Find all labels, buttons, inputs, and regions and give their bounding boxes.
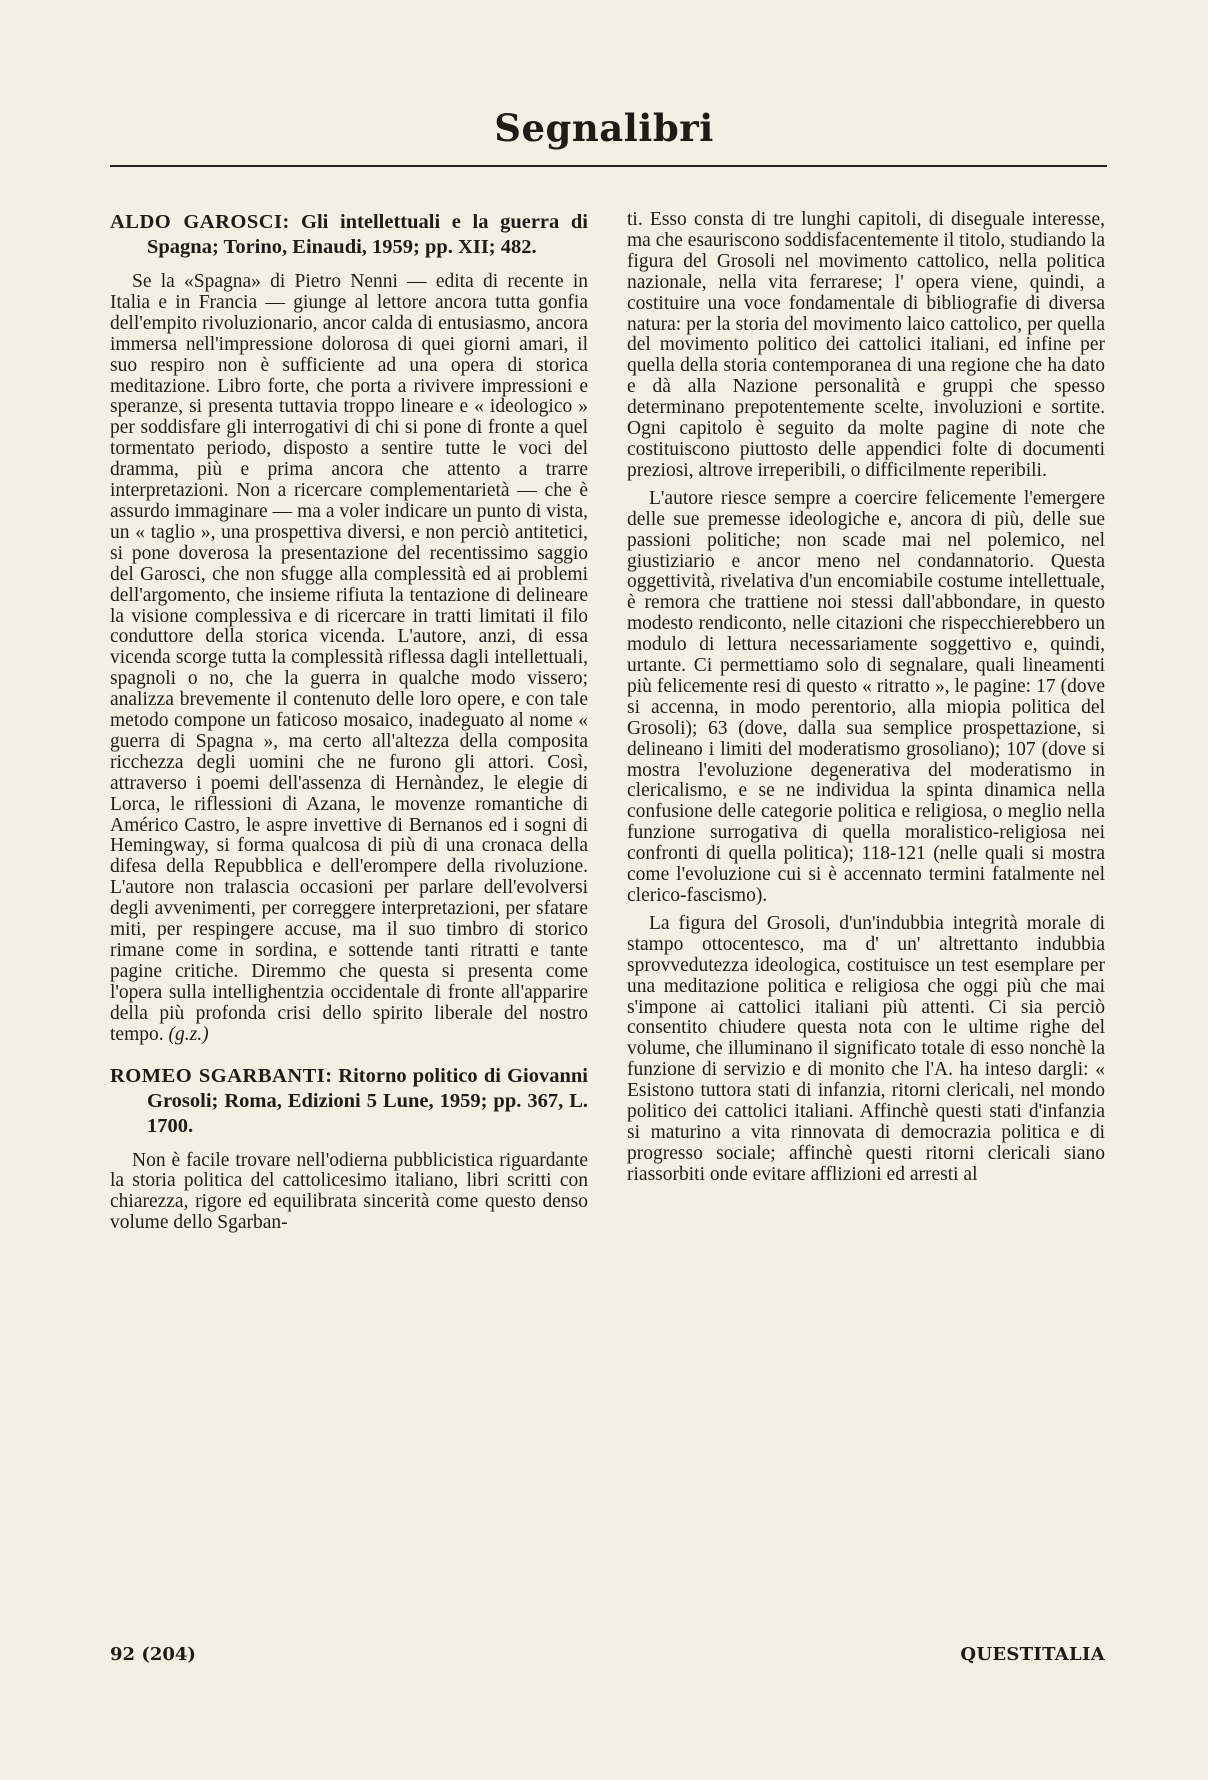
right-column <box>627 210 1105 1605</box>
review-book-info: : Gli intellettuali e la guerra di Spagna; Torino, Einaudi, 1959; pp. XII; 482. <box>147 211 588 258</box>
review-paragraph: ti. Esso consta di tre lunghi capitoli, di diseguale interesse, ma che esauriscono soddisfacentemente il titolo, studiando la figura del Grosoli nel movimento cattolico, nella politica nazionale, nella vita ferrarese; l' opera viene, quindi, a costituire una voce fondamentale di bibliografie di diversa natura: per la storia del movimento laico cattolico, per quella del movimento politico dei cattolici italiani, ed infine per quella della storia contemporanea di una regione che ha dato e dà alla Nazione personalità e gruppi che spesso determinano prepotentemente scelte, involuzioni e sortite. Ogni capitolo è seguito da molte pagine di note che costituiscono piuttosto delle appendici folte di documenti preziosi, altrove irreperibili, o difficilmente reperibili. <box>627 210 1105 481</box>
review-paragraph: L'autore riesce sempre a coercire felicemente l'emergere delle sue premesse ideologiche e, ancora di più, delle sue passioni politiche; non scade mai nel polemico, nel giustiziario e ancor meno nel condannatorio. Questa oggettività, rivelativa d'un encomiabile costume intellettuale, è remora che trattiene noi stessi dall'abbondare, in questo modesto rendiconto, nelle citazioni che rispecchierebbero un modulo di lettura necessariamente soggettivo e, quindi, urtante. Ci permettiamo solo di segnalare, quali lineamenti più felicemente resi di questo « ritratto », le pagine: 17 (dove si accenna, in modo perentorio, alla miopia politica del Grosoli); 63 (dove, dalla sua semplice prospettazione, si delineano i limiti del moderatismo grosoliano); 107 (dove si mostra l'evoluzione degenerativa del moderatismo in clericalismo, e se ne individua la spinta dinamica nella confusione delle categorie politica e religiosa, o meglio nella funzione surrogativa di quella moralistico-religiosa nei confronti di quella politica); 118-121 (nelle quali si mostra come l'evoluzione cui si è accennato termini fatalmente nel clerico-fascismo). <box>627 487 1105 906</box>
review-heading-garosci <box>110 210 588 260</box>
review-author: ROMEO SGARBANTI <box>110 1064 326 1087</box>
page-title: Segnalibri <box>494 106 714 150</box>
review-paragraph: Non è facile trovare nell'odierna pubblicistica riguardante la storia politica del cattolicesimo italiano, libri scritti con chiarezza, rigore ed equilibrata sincerità come questo denso volume dello Sgarban- <box>110 1149 588 1234</box>
review-author: ALDO GAROSCI <box>110 211 283 233</box>
review-heading-sgarbanti <box>110 1064 588 1139</box>
review-body: Se la «Spagna» di Pietro Nenni — edita di recente in Italia e in Francia — giunge al lettore ancora tutta gonfia dell'empito rivoluzionario, ancor calda di entusiasmo, ancora immersa nell'impressione dolorosa di quei giorni amari, il suo respiro non è sufficiente ad una opera di storica meditazione. Libro forte, che porta a rivivere impressioni e speranze, si presenta tuttavia troppo lineare e « ideologico » per soddisfare gli interrogativi di chi si pone di fronte a quel tormentato periodo, disposto a sentire tutte le voci del dramma, più e prima ancora che attento a trarre interpretazioni. Non a ricercare complementarietà — che è assurdo immaginare — ma a voler indicare un punto di vista, un « taglio », una prospettiva diversi, e non perciò antitetici, si pone doverosa la presentazione del recentissimo saggio del Garosci, che non sfugge alla complessità ed ai problemi dell'argomento, che insieme rifiuta la tentazione di delineare la visione complessiva e di ricercare in tratti limitati il filo conduttore della storica vicenda. L'autore, anzi, di essa vicenda scorge tutta la complessità riflessa dagli intellettuali, spagnoli o no, che la guerra in qualche modo vissero; analizza brevemente il contenuto delle loro opere, e con tale metodo compone un faticoso mosaico, inadeguato al nome « guerra di Spagna », ma certo all'altezza della composita ricchezza degli uomini che ne furono gli attori. Così, attraverso i poemi dell'assenza di Hernàndez, le elegie di Lorca, le riflessioni di Azana, le movenze romantiche di Américo Castro, le aspre invettive di Bernanos ed i sogni di Hemingway, si forma qualcosa di più di una cronaca della difesa della Repubblica e dell'erompere della rivoluzione. L'autore non tralascia occasioni per parlare dell'evolversi degli avvenimenti, per correggere interpretazioni, per sfatare miti, per respingere accuse, ma il suo timbro di storico rimane come in sordina, e sottende tanti ritratti e tante pagine critiche. Diremmo che questa si presenta come l'opera sulla intellighentzia occidentale di fronte all'apparire della più profonda crisi dello spirito liberale del nostro tempo. <box>110 271 588 1045</box>
review-paragraph <box>110 272 588 1046</box>
review-book-info: : Ritorno politico di Giovanni Grosoli; Roma, Edizioni 5 Lune, 1959; pp. 367, L. 1700. <box>147 1064 588 1137</box>
left-column <box>110 210 588 1605</box>
review-paragraph: La figura del Grosoli, d'un'indubbia integrità morale di stampo ottocentesco, ma d' un' altrettanto indubbia sprovvedutezza ideologica, costituisce un test esemplare per una meditazione politica e religiosa che oggi più che mai s'impone ai cattolici italiani più attenti. Ci sia perciò consentito chiudere questa nota con le ultime righe del volume, che illuminano il significato totale di esso nonchè la funzione di servizio e di monito che l'A. ha inteso dargli: « Esistono tuttora stati di infanzia, ritorni clericali, nel mondo politico dei cattolici italiani. Affinchè questi stati d'infanzia si maturino a vita rinnovata di democrazia politica e di progresso sociale; affinchè questi ritorni clericali siano riassorbiti onde evitare afflizioni ed arresti al <box>627 912 1105 1185</box>
page-number: 92 (204) <box>110 1644 196 1665</box>
review-signature: (g.z.) <box>168 1023 209 1045</box>
journal-name: QUESTITALIA <box>960 1644 1105 1665</box>
header-rule <box>110 165 1107 167</box>
